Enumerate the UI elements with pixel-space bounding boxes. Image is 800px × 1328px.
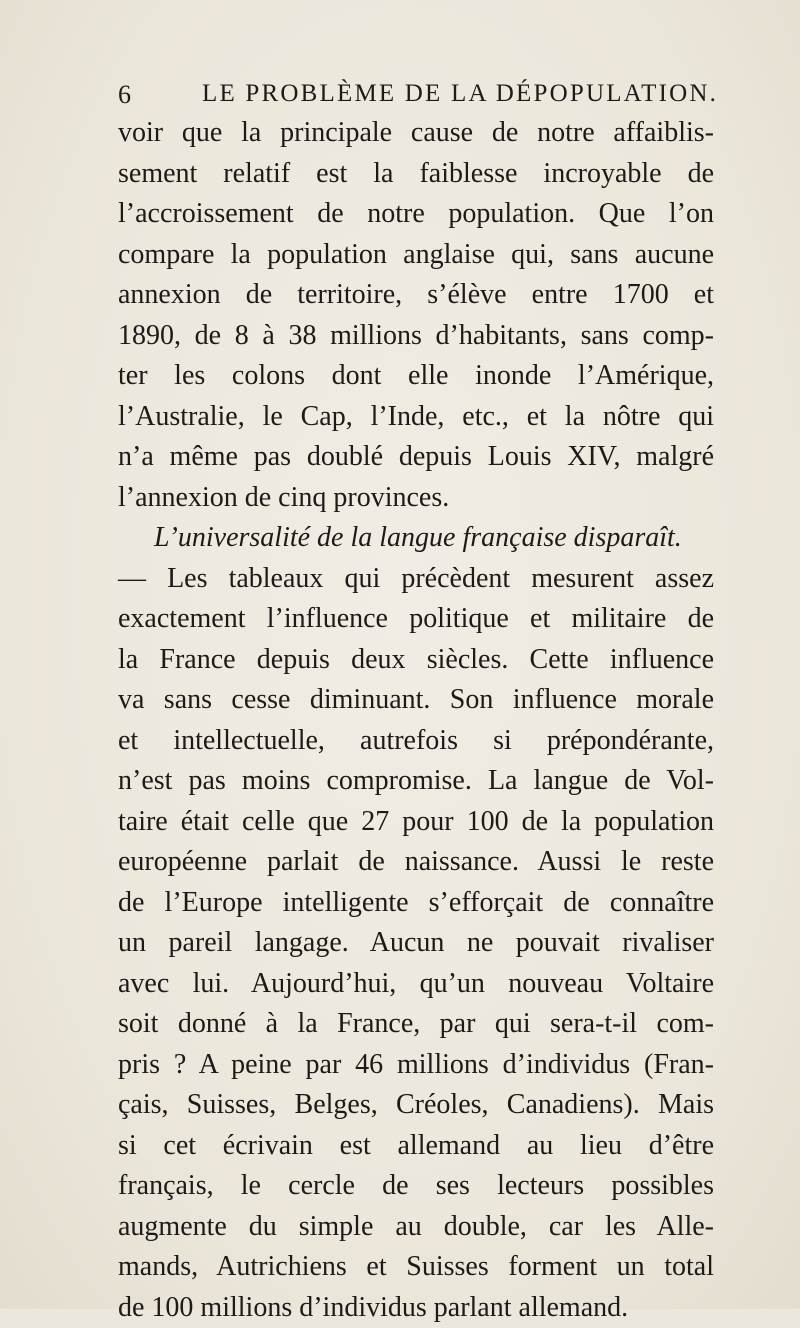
text-line: l’accroissement de notre population. Que l’on xyxy=(118,194,714,235)
text-line: 1890, de 8 à 38 millions d’habitants, sans comp- xyxy=(118,316,714,357)
text-line: soit donné à la France, par qui sera-t-il com- xyxy=(118,1004,714,1045)
text-line: taire était celle que 27 pour 100 de la population xyxy=(118,802,714,843)
text-line: n’a même pas doublé depuis Louis XIV, malgré xyxy=(118,437,714,478)
text-line: ter les colons dont elle inonde l’Amérique, xyxy=(118,356,714,397)
text-line: compare la population anglaise qui, sans aucune xyxy=(118,235,714,276)
section-heading: L’universalité de la langue française disparaît. xyxy=(118,518,714,559)
text-line: — Les tableaux qui précèdent mesurent assez xyxy=(118,559,714,600)
text-line: européenne parlait de naissance. Aussi le reste xyxy=(118,842,714,883)
text-line: annexion de territoire, s’élève entre 1700 et xyxy=(118,275,714,316)
page-number: 6 xyxy=(118,80,132,110)
text-line: çais, Suisses, Belges, Créoles, Canadiens). Mais xyxy=(118,1085,714,1126)
text-line: n’est pas moins compromise. La langue de Vol- xyxy=(118,761,714,802)
text-line: sement relatif est la faiblesse incroyable de xyxy=(118,154,714,195)
text-line: de l’Europe intelligente s’efforçait de connaître xyxy=(118,883,714,924)
text-line: de 100 millions d’individus parlant allemand. xyxy=(118,1288,714,1328)
text-line: la France depuis deux siècles. Cette influence xyxy=(118,640,714,681)
body-text xyxy=(118,113,714,1328)
running-title: LE PROBLÈME DE LA DÉPOPULATION. xyxy=(202,80,718,108)
text-line: pris ? A peine par 46 millions d’individus (Fran- xyxy=(118,1045,714,1086)
text-line: voir que la principale cause de notre affaiblis- xyxy=(118,113,714,154)
text-line: et intellectuelle, autrefois si prépondérante, xyxy=(118,721,714,762)
text-line: exactement l’influence politique et militaire de xyxy=(118,599,714,640)
text-line: l’Australie, le Cap, l’Inde, etc., et la nôtre qui xyxy=(118,397,714,438)
text-line: avec lui. Aujourd’hui, qu’un nouveau Voltaire xyxy=(118,964,714,1005)
text-line: augmente du simple au double, car les Alle- xyxy=(118,1207,714,1248)
text-line: l’annexion de cinq provinces. xyxy=(118,478,714,519)
text-line: français, le cercle de ses lecteurs possibles xyxy=(118,1166,714,1207)
text-line: si cet écrivain est allemand au lieu d’être xyxy=(118,1126,714,1167)
text-line: mands, Autrichiens et Suisses forment un total xyxy=(118,1247,714,1288)
text-line: un pareil langage. Aucun ne pouvait rivaliser xyxy=(118,923,714,964)
text-line: va sans cesse diminuant. Son influence morale xyxy=(118,680,714,721)
